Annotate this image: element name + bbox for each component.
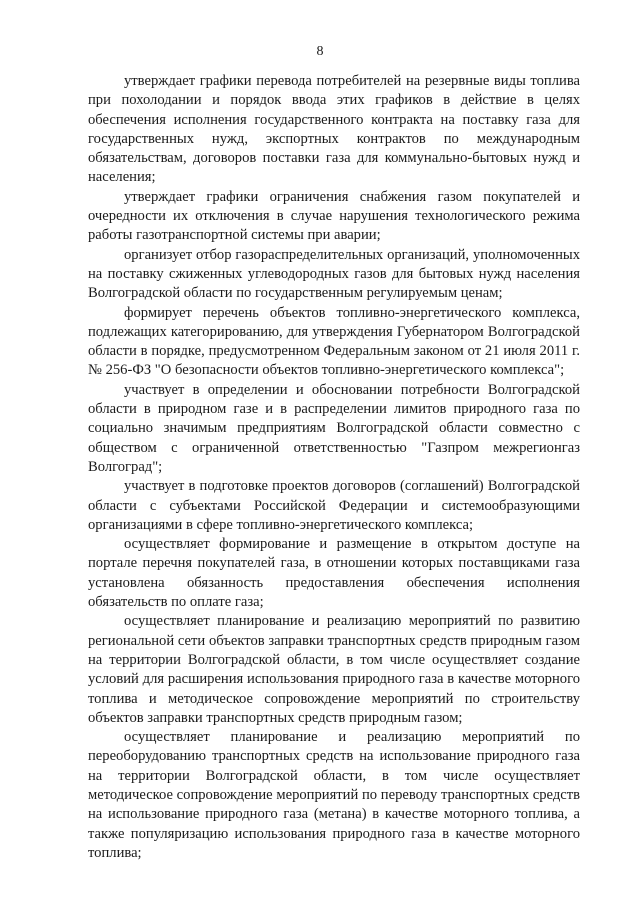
paragraph: участвует в определении и обосновании потребности Волгоградской области в природном газе и в распределении лимитов природного газа по социально значимым предприятиям Волгоградской области совместно с обществом с ограниченной ответственностью "Газпром межрегионгаз Волгоград"; <box>88 381 580 475</box>
paragraph: участвует в подготовке проектов договоров (соглашений) Волгоградской области с субъектами Российской Федерации и системообразующими организациями в сфере топливно-энергетического комплекса; <box>88 478 580 533</box>
paragraph: организует отбор газораспределительных организаций, уполномоченных на поставку сжиженных углеводородных газов для бытовых нужд населения Волгоградской области по государственным регулируемым ценам; <box>88 246 580 302</box>
document-body <box>88 72 580 863</box>
paragraph: осуществляет планирование и реализацию мероприятий по развитию региональной сети объектов заправки транспортных средств природным газом на территории Волгоградской области, в том числе осуществляет создание условий для расширения использования природного газа в качестве моторного топлива и методическое сопровождение мероприятий по строительству объектов заправки транспортных средств природным газом; <box>88 613 580 726</box>
paragraph: осуществляет формирование и размещение в открытом доступе на портале перечня покупателей газа, в отношении которых поставщиками газа установлена обязанность предоставления обеспечения исполнения обязательств по оплате газа; <box>88 536 580 611</box>
paragraph: утверждает графики перевода потребителей на резервные виды топлива при похолодании и порядок ввода этих графиков в действие в целях обеспечения исполнения государственного контракта на поставку газа для государственных нужд, экспортных контрактов по международным обязательствам, договоров поставки газа для коммунально-бытовых нужд и населения; <box>88 73 580 186</box>
page-number: 8 <box>316 44 324 59</box>
paragraph: осуществляет планирование и реализацию мероприятий по переоборудованию транспортных средств на использование природного газа на территории Волгоградской области, в том числе осуществляет методическое сопровождение мероприятий по переводу транспортных средств на использование природного газа (метана) в качестве моторного топлива, а также популяризацию использования природного газа в качестве моторного топлива; <box>88 729 580 861</box>
paragraph: формирует перечень объектов топливно-энергетического комплекса, подлежащих категорированию, для утверждения Губернатором Волгоградской области в порядке, предусмотренном Федеральным законом от 21 июля 2011 г. № 256-ФЗ "О безопасности объектов топливно-энергетического комплекса"; <box>88 304 580 379</box>
paragraph: утверждает графики ограничения снабжения газом покупателей и очередности их отключения в случае нарушения технологического режима работы газотранспортной системы при аварии; <box>88 188 580 244</box>
